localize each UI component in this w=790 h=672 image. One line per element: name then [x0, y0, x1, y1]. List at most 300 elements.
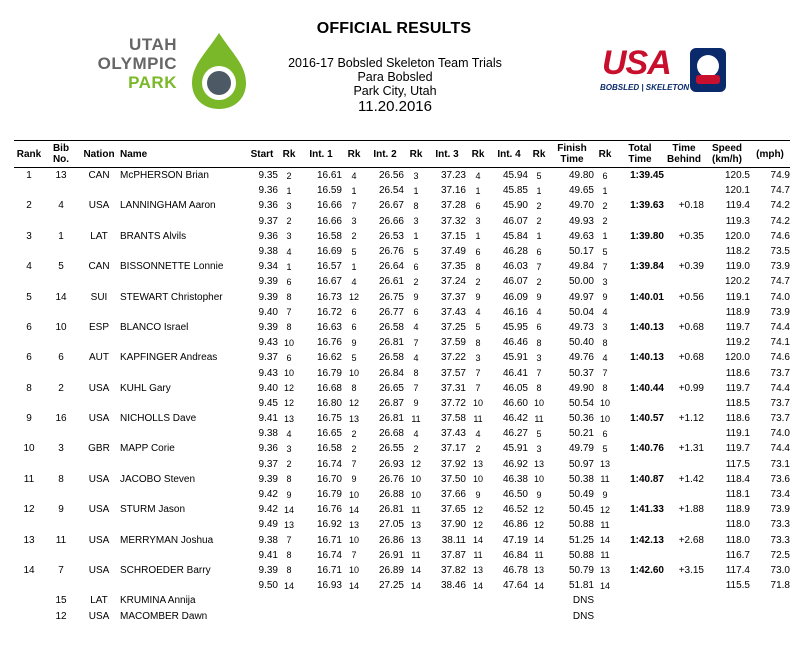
speed-kmh-cell: 118.1 [725, 489, 750, 501]
speed-mph-cell: 73.3 [770, 519, 790, 531]
start-cell: 9.36 [258, 230, 278, 242]
bib-cell [44, 244, 78, 259]
int4-rank-cell: 6 [536, 322, 542, 333]
time-behind-cell [664, 335, 704, 350]
int4-cell: 45.84 [502, 230, 528, 242]
finish-rank-cell: 11 [600, 550, 610, 561]
time-behind-cell: +0.56 [678, 291, 704, 303]
start-rank-cell: 10 [283, 337, 294, 348]
col-header: Int. 1 [300, 141, 342, 168]
int1-rank-cell: 8 [351, 383, 357, 394]
athlete-name-cell: KUHL Gary [120, 382, 171, 394]
start-rank-cell: 3 [286, 443, 292, 454]
int3-rank-cell: 10 [472, 398, 483, 409]
speed-kmh-cell: 118.0 [725, 519, 750, 531]
int2-cell: 26.64 [378, 261, 404, 273]
discipline: Para Bobsled [357, 70, 433, 84]
nation-cell [78, 305, 120, 320]
nation-cell: USA [88, 413, 110, 425]
start-cell: 9.37 [258, 458, 278, 470]
int1-cell: 16.71 [316, 564, 342, 576]
total-time-cell [616, 214, 664, 229]
finish-time-cell: 50.40 [568, 337, 594, 349]
int3-cell: 37.43 [440, 428, 466, 440]
speed-kmh-cell [704, 608, 750, 623]
time-behind-cell [664, 608, 704, 623]
total-time-cell [616, 335, 664, 350]
start-rank-cell: 6 [286, 276, 292, 287]
start-cell: 9.37 [258, 352, 278, 364]
int1-cell: 16.79 [316, 489, 342, 501]
total-time-cell [616, 548, 664, 563]
int2-rank-cell: 12 [410, 459, 421, 470]
speed-kmh-cell: 120.5 [724, 170, 750, 182]
speed-kmh-cell: 118.0 [725, 534, 750, 546]
int2-cell: 26.61 [378, 276, 404, 288]
int4-rank-cell: 13 [533, 459, 544, 470]
finish-rank-cell: 4 [602, 352, 608, 363]
int1-cell: 16.73 [316, 291, 342, 303]
int3-rank-cell: 11 [473, 550, 483, 561]
int2-rank-cell: 2 [413, 443, 419, 454]
rank-cell [14, 457, 44, 472]
int3-cell: 37.23 [440, 170, 466, 182]
int1-cell: 16.58 [316, 230, 342, 242]
total-time-cell: 1:39.63 [630, 200, 664, 212]
int1-rank-cell: 10 [348, 368, 359, 379]
nation-cell: GBR [88, 443, 110, 455]
bib-cell: 14 [55, 291, 67, 303]
total-time-cell [616, 305, 664, 320]
int2-cell [366, 593, 404, 608]
int1-cell: 16.63 [316, 321, 342, 333]
nation-cell: SUI [90, 291, 108, 303]
table-row [14, 274, 790, 289]
start-cell: 9.36 [258, 443, 278, 455]
int3-rank-cell: 6 [475, 246, 481, 257]
speed-mph-cell: 74.0 [770, 428, 790, 440]
start-rank-cell: 13 [283, 519, 294, 530]
int1-cell: 16.62 [316, 352, 342, 364]
int2-cell: 26.53 [378, 230, 404, 242]
athlete-name-cell [120, 365, 246, 380]
total-time-cell: 1:41.33 [630, 504, 664, 516]
finish-rank-cell: 7 [602, 261, 608, 272]
int2-cell: 26.81 [378, 504, 404, 516]
int4-rank-cell: 1 [536, 185, 542, 196]
start-rank-cell: 12 [283, 398, 294, 409]
rank-cell [14, 548, 44, 563]
finish-time-cell: 50.97 [568, 458, 594, 470]
int2-cell: 26.56 [378, 170, 404, 182]
table-row [14, 244, 790, 259]
int1-rank-cell: 13 [348, 519, 359, 530]
rank-cell [14, 396, 44, 411]
rank-cell [14, 608, 44, 623]
int1-cell [300, 608, 342, 623]
speed-mph-cell: 72.5 [770, 549, 790, 561]
start-cell: 9.39 [258, 276, 278, 288]
finish-rank-cell: 13 [599, 565, 610, 576]
start-cell: 9.36 [258, 200, 278, 212]
logo-tagline: BOBSLED | SKELETON [600, 83, 690, 92]
col-header: Total Time [616, 141, 664, 168]
bib-cell: 2 [58, 382, 64, 394]
int3-rank-cell: 4 [475, 428, 481, 439]
int1-rank-cell: 6 [351, 322, 357, 333]
nation-cell [78, 274, 120, 289]
int3-cell: 37.25 [440, 321, 466, 333]
speed-mph-cell: 73.9 [770, 261, 790, 273]
bib-cell: 16 [55, 413, 67, 425]
table-row [14, 548, 790, 563]
speed-kmh-cell: 120.2 [724, 276, 750, 288]
col-header: Start [246, 141, 278, 168]
int4-rank-cell: 5 [536, 170, 542, 181]
int4-cell: 45.94 [502, 170, 528, 182]
int1-cell: 16.57 [316, 261, 342, 273]
athlete-name-cell [120, 274, 246, 289]
int3-rank-cell: 4 [475, 170, 481, 181]
total-time-cell: 1:42.60 [630, 564, 664, 576]
int3-rank-cell: 8 [475, 337, 481, 348]
finish-rank-cell: 1 [602, 185, 608, 196]
finish-rank-cell: 6 [602, 170, 608, 181]
athlete-name-cell [120, 214, 246, 229]
int3-cell: 37.66 [440, 489, 466, 501]
int2-rank-cell: 6 [413, 261, 419, 272]
int2-cell: 26.91 [378, 549, 404, 561]
int2-rank-cell: 9 [413, 292, 419, 303]
finish-time-cell: 51.25 [568, 534, 594, 546]
athlete-name-cell [120, 548, 246, 563]
int3-cell: 37.58 [440, 413, 466, 425]
int1-rank-cell: 5 [351, 352, 357, 363]
start-rank-cell: 14 [283, 504, 294, 515]
total-time-cell [616, 578, 664, 593]
int4-rank-cell: 3 [536, 443, 542, 454]
int3-rank-cell: 9 [475, 489, 481, 500]
finish-time-cell: 49.70 [568, 200, 594, 212]
speed-kmh-cell: 119.7 [725, 321, 750, 333]
nation-cell: CAN [88, 170, 110, 182]
speed-mph-cell: 74.6 [770, 352, 790, 364]
int1-rank-cell: 10 [348, 489, 359, 500]
time-behind-cell: +1.88 [678, 504, 704, 516]
nation-cell [78, 426, 120, 441]
start-rank-cell: 4 [286, 428, 292, 439]
int2-rank-cell: 4 [413, 352, 419, 363]
int2-rank-cell: 8 [413, 368, 419, 379]
rank-cell: 14 [23, 564, 35, 576]
int2-rank-cell: 13 [410, 519, 421, 530]
speed-kmh-cell: 119.7 [725, 382, 750, 394]
nation-cell [78, 457, 120, 472]
start-cell [246, 593, 278, 608]
nation-cell: USA [88, 610, 110, 622]
int2-rank-cell: 8 [413, 200, 419, 211]
table-row [14, 578, 790, 593]
table-row [14, 411, 790, 426]
int3-cell: 37.59 [440, 337, 466, 349]
rank-cell [14, 183, 44, 198]
int4-rank-cell: 6 [536, 246, 542, 257]
int1-cell [300, 593, 342, 608]
int3-cell: 37.16 [440, 185, 466, 197]
total-time-cell: 1:39.80 [630, 230, 664, 242]
speed-kmh-cell: 119.2 [725, 337, 750, 349]
int2-cell: 26.86 [378, 534, 404, 546]
int1-cell: 16.69 [316, 246, 342, 258]
speed-kmh-cell: 119.0 [725, 261, 750, 273]
int3-rank-cell: 3 [475, 352, 481, 363]
int2-rank-cell: 11 [411, 504, 421, 515]
int4-cell: 46.05 [502, 382, 528, 394]
int4-rank-cell: 7 [536, 368, 542, 379]
speed-kmh-cell: 118.4 [725, 473, 750, 485]
rank-cell [14, 487, 44, 502]
int4-rank-cell: 3 [536, 352, 542, 363]
rank-cell: 9 [26, 413, 32, 425]
col-header: Bib No. [44, 141, 78, 168]
int3-rank-cell: 3 [475, 216, 481, 227]
int1-rank-cell: 7 [351, 459, 357, 470]
nation-cell: USA [88, 534, 110, 546]
start-rank-cell: 7 [286, 535, 292, 546]
int3-rank-cell [466, 593, 490, 608]
table-row [14, 183, 790, 198]
start-rank-cell: 2 [286, 170, 292, 181]
athlete-name-cell [120, 426, 246, 441]
bib-cell [44, 335, 78, 350]
speed-kmh-cell: 119.4 [725, 200, 750, 212]
rank-cell: 5 [26, 291, 32, 303]
bib-cell: 11 [55, 534, 67, 546]
finish-rank-cell: 14 [599, 535, 610, 546]
start-rank-cell: 14 [283, 580, 294, 591]
total-time-cell: 1:40.87 [630, 473, 664, 485]
start-cell: 9.37 [258, 215, 278, 227]
rank-cell: 12 [23, 504, 35, 516]
col-header: Speed (km/h) [704, 141, 750, 168]
speed-mph-cell [750, 593, 790, 608]
int4-cell: 46.03 [502, 261, 528, 273]
finish-time-cell: 50.79 [568, 564, 594, 576]
start-rank-cell: 12 [283, 383, 294, 394]
speed-mph-cell: 73.9 [770, 504, 790, 516]
bib-cell: 1 [58, 230, 64, 242]
total-time-cell [616, 183, 664, 198]
table-row [14, 350, 790, 365]
speed-mph-cell: 74.2 [770, 200, 790, 212]
finish-time-cell: 49.80 [568, 170, 594, 182]
int1-cell: 16.93 [316, 580, 342, 592]
bib-cell [44, 365, 78, 380]
finish-time-cell: 50.37 [568, 367, 594, 379]
finish-rank-cell: 2 [602, 216, 608, 227]
finish-time-cell: 49.76 [568, 352, 594, 364]
start-cell: 9.45 [258, 397, 278, 409]
int4-rank-cell: 7 [536, 261, 542, 272]
nation-cell: AUT [89, 352, 109, 364]
rank-cell [14, 244, 44, 259]
int2-rank-cell: 10 [410, 489, 421, 500]
speed-mph-cell: 73.7 [770, 413, 790, 425]
start-rank-cell: 1 [286, 185, 292, 196]
int2-cell: 26.76 [378, 246, 404, 258]
speed-mph-cell: 73.4 [770, 489, 790, 501]
bib-cell [44, 457, 78, 472]
athlete-name-cell: BLANCO Israel [120, 321, 189, 333]
results-table [14, 140, 790, 624]
time-behind-cell: +0.35 [678, 230, 704, 242]
int1-cell: 16.80 [316, 397, 342, 409]
start-rank-cell [278, 608, 300, 623]
int2-cell: 26.88 [378, 489, 404, 501]
int2-cell: 27.05 [378, 519, 404, 531]
int4-cell: 46.07 [502, 215, 528, 227]
int3-cell: 37.90 [440, 519, 466, 531]
start-rank-cell: 2 [286, 216, 292, 227]
start-rank-cell: 4 [286, 246, 292, 257]
rank-cell [14, 214, 44, 229]
int4-cell: 46.78 [502, 564, 528, 576]
int3-rank-cell: 8 [475, 261, 481, 272]
int2-rank-cell: 7 [413, 383, 419, 394]
start-cell: 9.41 [258, 413, 278, 425]
col-header: Rank [14, 141, 44, 168]
table-row [14, 168, 790, 184]
finish-time-cell: 49.73 [568, 321, 594, 333]
speed-kmh-cell: 115.5 [725, 580, 750, 592]
int3-cell: 37.24 [440, 276, 466, 288]
int1-cell: 16.70 [316, 473, 342, 485]
start-rank-cell: 8 [286, 292, 292, 303]
total-time-cell: 1:39.45 [630, 170, 664, 182]
bib-cell: 12 [55, 610, 67, 622]
finish-rank-cell: 11 [600, 474, 610, 485]
int1-rank-cell: 10 [348, 565, 359, 576]
bib-cell: 10 [55, 321, 67, 333]
finish-rank-cell: 7 [602, 368, 608, 379]
speed-kmh-cell [704, 593, 750, 608]
logo-text-utah: UTAH [129, 35, 177, 54]
int1-cell: 16.66 [316, 215, 342, 227]
speed-mph-cell: 74.4 [770, 321, 790, 333]
int4-cell: 46.92 [502, 458, 528, 470]
int4-rank-cell: 1 [536, 231, 542, 242]
int1-rank-cell: 9 [351, 337, 357, 348]
int2-rank-cell: 10 [410, 474, 421, 485]
int3-cell: 38.46 [440, 580, 466, 592]
int1-cell: 16.74 [316, 549, 342, 561]
int3-cell: 37.28 [440, 200, 466, 212]
rank-cell [14, 517, 44, 532]
table-row [14, 472, 790, 487]
speed-mph-cell: 73.7 [770, 367, 790, 379]
int4-rank-cell: 11 [534, 550, 544, 561]
col-header: Int. 2 [366, 141, 404, 168]
finish-rank-cell: 13 [599, 459, 610, 470]
int3-rank-cell: 11 [473, 413, 483, 424]
speed-kmh-cell: 120.0 [724, 352, 750, 364]
total-time-cell: 1:40.76 [630, 443, 664, 455]
athlete-name-cell: MERRYMAN Joshua [120, 534, 214, 546]
speed-kmh-cell: 118.9 [725, 504, 750, 516]
col-header: Finish Time [550, 141, 594, 168]
int2-rank-cell: 11 [411, 413, 421, 424]
athlete-name-cell: McPHERSON Brian [120, 170, 209, 182]
location: Park City, Utah [353, 84, 437, 98]
total-time-cell: 1:40.13 [630, 321, 664, 333]
speed-kmh-cell: 118.5 [725, 397, 750, 409]
time-behind-cell [664, 274, 704, 289]
int2-rank-cell: 3 [413, 216, 419, 227]
bib-cell [44, 396, 78, 411]
int4-rank-cell [528, 608, 550, 623]
int3-rank-cell: 2 [475, 443, 481, 454]
bib-cell: 13 [55, 170, 67, 182]
time-behind-cell [664, 578, 704, 593]
speed-mph-cell: 74.1 [770, 337, 790, 349]
col-header: Nation [78, 141, 120, 168]
int1-rank-cell: 6 [351, 307, 357, 318]
time-behind-cell: +3.15 [678, 564, 704, 576]
int2-rank-cell: 6 [413, 307, 419, 318]
finish-rank-cell [594, 608, 616, 623]
int4-cell: 47.19 [502, 534, 528, 546]
int1-cell: 16.67 [316, 276, 342, 288]
table-row [14, 517, 790, 532]
int3-cell [428, 608, 466, 623]
start-cell: 9.40 [258, 382, 278, 394]
event-name: 2016-17 Bobsled Skeleton Team Trials [288, 56, 502, 70]
finish-time-cell: 50.04 [568, 306, 594, 318]
total-time-cell: 1:39.84 [630, 261, 664, 273]
header-row [14, 141, 790, 168]
speed-mph-cell: 74.4 [770, 443, 790, 455]
table-row [14, 563, 790, 578]
int4-cell: 46.09 [502, 291, 528, 303]
nation-cell [78, 578, 120, 593]
speed-kmh-cell: 118.6 [725, 413, 750, 425]
finish-rank-cell: 12 [599, 504, 610, 515]
int2-rank-cell [404, 593, 428, 608]
nation-cell: LAT [90, 230, 108, 242]
time-behind-cell: +1.42 [678, 473, 704, 485]
finish-time-cell: 49.90 [568, 382, 594, 394]
int3-rank-cell: 7 [475, 383, 481, 394]
rank-cell: 1 [26, 170, 32, 182]
int1-rank-cell: 9 [351, 474, 357, 485]
int4-cell: 45.91 [502, 352, 528, 364]
start-rank-cell: 8 [286, 565, 292, 576]
start-rank-cell: 2 [286, 459, 292, 470]
time-behind-cell: +0.18 [678, 200, 704, 212]
int2-cell: 26.65 [378, 382, 404, 394]
rank-cell: 3 [26, 230, 32, 242]
start-cell: 9.39 [258, 473, 278, 485]
int2-rank-cell: 2 [413, 276, 419, 287]
speed-kmh-cell: 118.6 [725, 367, 750, 379]
int1-rank-cell: 4 [351, 276, 357, 287]
time-behind-cell [664, 244, 704, 259]
finish-time-cell: 51.81 [568, 580, 594, 592]
time-behind-cell [664, 396, 704, 411]
start-rank-cell: 8 [286, 322, 292, 333]
int3-rank-cell: 9 [475, 292, 481, 303]
int4-cell: 46.41 [502, 367, 528, 379]
